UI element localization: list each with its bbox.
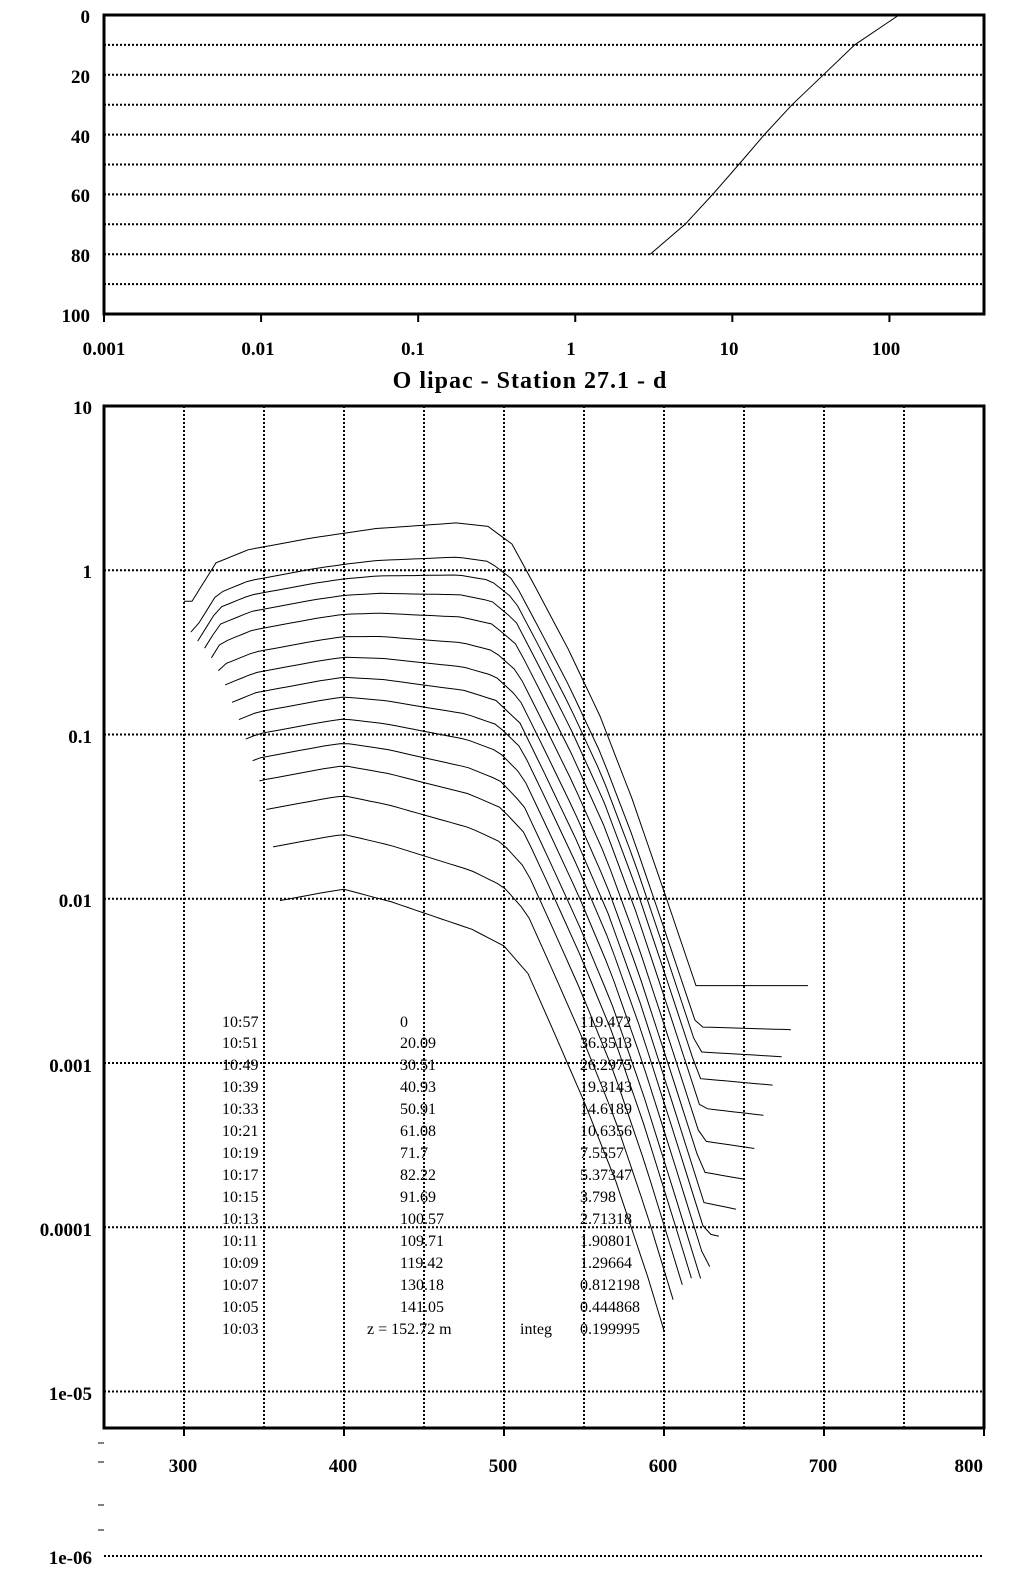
top-y-tick-label: 0 [80,7,90,28]
legend-value: 1.29664 [580,1255,632,1272]
main-x-tick-label: 500 [488,1456,518,1477]
spectrum-line [205,593,773,1085]
legend-depth: 109.71 [400,1233,444,1250]
top-y-axis [62,7,91,327]
top-grid [104,45,984,322]
legend-value: 0.199995 [580,1321,640,1338]
spectrum-line [211,613,763,1115]
main-x-axis [169,1456,983,1477]
top-y-tick-label: 60 [71,186,90,207]
legend-time: 10:39 [222,1079,259,1096]
legend-value: 119.472 [580,1014,632,1031]
legend-time: 10:17 [222,1167,259,1184]
legend-depths [367,1014,452,1338]
legend-time: 10:21 [222,1123,259,1140]
legend-depth: 50.91 [400,1101,436,1118]
legend-values [580,1014,640,1338]
spectrum-line [232,677,736,1209]
main-x-tick-label: 300 [168,1456,198,1477]
legend-value: 5.37347 [580,1167,632,1184]
legend-depth: 20.09 [400,1035,436,1052]
main-grid [104,406,984,1428]
legend-value: 0.444868 [580,1299,640,1316]
legend-time: 10:15 [222,1189,259,1206]
top-x-axis [83,339,901,360]
legend-depth: 82.22 [400,1167,436,1184]
legend-integ-label: integ [520,1321,552,1338]
legend-time: 10:05 [222,1299,259,1316]
spectrum-line [239,697,719,1236]
main-x-tick-label: 700 [808,1456,838,1477]
spectrum-line [198,575,782,1057]
main-y-tick-label: 10 [73,398,92,419]
legend-depth: 130.18 [400,1277,444,1294]
top-x-tick-label: 1 [566,339,576,360]
legend-value: 26.2975 [580,1057,632,1074]
legend-time: 10:57 [222,1014,259,1031]
main-panel [40,398,984,1569]
legend-value: 2.71318 [580,1211,632,1228]
legend-time: 10:07 [222,1277,259,1294]
extended-log-axis [98,1428,984,1556]
spectrum-line [225,657,745,1179]
top-x-tick-label: 0.1 [401,339,425,360]
legend-time: 10:13 [222,1211,259,1228]
legend-depth: 40.93 [400,1079,436,1096]
legend-value: 7.5557 [580,1145,624,1162]
main-y-tick-label: 1e-05 [48,1384,92,1405]
legend-depth: 141.05 [400,1299,444,1316]
top-y-tick-label: 20 [71,67,90,88]
legend-time: 10:19 [222,1145,259,1162]
chart-title: O lipac - Station 27.1 - d [392,368,668,394]
legend-time: 10:49 [222,1057,259,1074]
main-y-tick-label: 0.001 [49,1056,92,1077]
legend-depth: 71.7 [400,1145,428,1162]
legend-depth-last: z = 152.72 m [367,1321,452,1338]
main-x-tick-label: 800 [954,1456,983,1477]
legend-time: 10:51 [222,1035,259,1052]
main-x-tick-label: 400 [328,1456,358,1477]
main-y-tick-label: 1 [82,562,92,583]
top-y-tick-label: 40 [71,127,90,148]
legend-value: 3.798 [580,1189,616,1206]
legend-depth: 61.08 [400,1123,436,1140]
spectrum-line [191,557,791,1029]
main-series [184,523,808,1331]
top-x-tick-label: 0.01 [241,339,275,360]
legend-times [222,1014,258,1338]
top-x-tick-label: 0.001 [82,339,126,360]
top-x-tick-label: 100 [871,339,901,360]
legend-value: 10.6356 [580,1123,632,1140]
main-y-tick-label: 0.1 [68,727,92,748]
legend-depth: 91.69 [400,1189,436,1206]
main-plot-frame [104,406,984,1428]
legend-value: 14.6189 [580,1101,632,1118]
main-y-axis [40,398,92,1569]
main-y-tick-label: 0.01 [58,891,92,912]
main-y-tick-label: 0.0001 [39,1220,92,1241]
spectrum-line [253,744,701,1279]
top-x-tick-label: 10 [719,339,739,360]
legend-value: 19.3143 [580,1079,632,1096]
legend-value: 1.90801 [580,1233,632,1250]
main-x-tick-label: 600 [648,1456,678,1477]
top-panel [62,7,985,360]
spectrum-line [218,637,754,1149]
legend-depth: 30.51 [400,1057,436,1074]
spectrum-line [246,719,710,1266]
legend-depth: 0 [400,1014,408,1031]
legend-depth: 100.57 [400,1211,444,1228]
legend-depth: 119.42 [400,1255,444,1272]
legend-time: 10:11 [222,1233,258,1250]
legend-time: 10:09 [222,1255,259,1272]
legend-value: 0.812198 [580,1277,640,1294]
legend-value: 36.3513 [580,1035,632,1052]
top-y-tick-label: 80 [71,246,90,267]
legend-time: 10:33 [222,1101,259,1118]
top-y-tick-label: 100 [61,306,90,327]
main-y-tick-label: 1e-06 [48,1548,92,1569]
legend-time: 10:03 [222,1321,259,1338]
